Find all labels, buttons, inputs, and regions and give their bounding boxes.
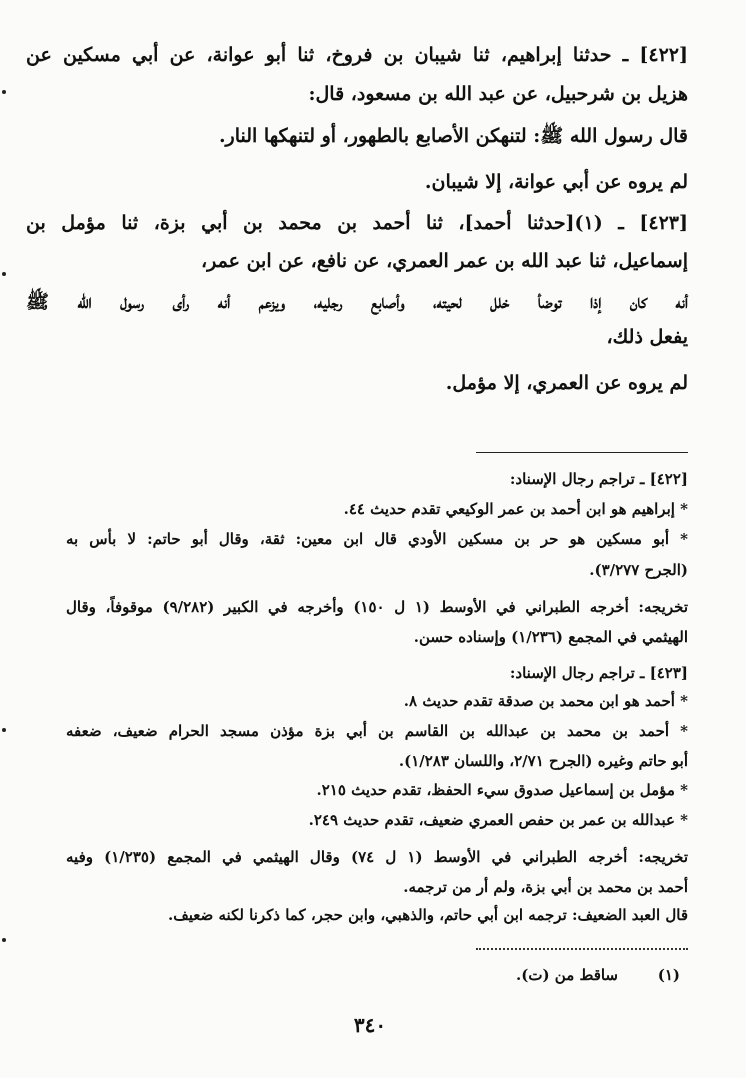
footnote-number: (١) bbox=[657, 966, 680, 984]
scan-mark bbox=[2, 90, 6, 94]
notes-423-takhrij-a: تخريجه: أخرجه الطبراني في الأوسط (١ ل ٧٤) وقال الهيثمي في المجمع (١/٢٣٥) وفيه bbox=[66, 848, 688, 866]
page-number: ٣٤٠ bbox=[353, 1013, 387, 1037]
hadith-422-matn: قال رسول الله ﷺ: لتنهكن الأصابع بالطهور، أو لتنهكها النار. bbox=[218, 125, 688, 147]
notes-422-heading: [٤٢٢] ـ تراجم رجال الإسناد: bbox=[509, 470, 688, 488]
notes-422-takhrij-a: تخريجه: أخرجه الطبراني في الأوسط (١ ل ١٥٠) وأخرجه في الكبير (٩/٢٨٢) موقوفاً، وقال bbox=[66, 598, 688, 616]
notes-422-item-2a: * أبو مسكين هو حر بن مسكين الأودي قال ابن معين: ثقة، وقال أبو حاتم: لا بأس به bbox=[66, 530, 688, 548]
notes-423-item-1: * أحمد هو ابن محمد بن صدقة تقدم حديث ٨. bbox=[403, 692, 688, 710]
hadith-422-line-1: [٤٢٢] ـ حدثنا إبراهيم، ثنا شيبان بن فروخ، ثنا أبو عوانة، عن أبي مسكين عن bbox=[26, 44, 688, 66]
notes-422-item-2b: (الجرح ٣/٢٧٧). bbox=[589, 561, 688, 579]
notes-422-takhrij-b: الهيثمي في المجمع (١/٢٣٦) وإسناده حسن. bbox=[413, 628, 688, 646]
hadith-422-line-2: هزيل بن شرحبيل، عن عبد الله بن مسعود، قال: bbox=[308, 83, 688, 105]
scan-mark bbox=[2, 728, 6, 732]
notes-422-item-1: * إبراهيم هو ابن أحمد بن عمر الوكيعي تقدم حديث ٤٤. bbox=[343, 500, 688, 518]
notes-423-item-3: * مؤمل بن إسماعيل صدوق سيء الحفظ، تقدم حديث ٢١٥. bbox=[316, 781, 688, 799]
footnote-text: ساقط من (ت). bbox=[516, 966, 618, 984]
scan-mark bbox=[2, 272, 6, 276]
scan-mark bbox=[2, 938, 6, 942]
hadith-423-matn-1: أنه كان إذا توضأ خلل لحيته، وأصابع رجليه، ويزعم أنه رأى رسول الله ﷺ bbox=[26, 291, 688, 313]
notes-423-item-4: * عبدالله بن عمر بن حفص العمري ضعيف، تقدم حديث ٢٤٩. bbox=[308, 811, 688, 829]
hadith-423-line-1: [٤٢٣] ـ (١)[حدثنا أحمد]، ثنا أحمد بن محمد بن أبي بزة، ثنا مؤمل بن bbox=[26, 212, 689, 234]
hadith-423-line-2: إسماعيل، ثنا عبد الله بن عمر العمري، عن نافع، عن ابن عمر، bbox=[201, 250, 688, 272]
notes-423-item-2a: * أحمد بن محمد بن عبدالله بن القاسم بن أبي بزة مؤذن مسجد الحرام ضعيف، ضعفه bbox=[66, 722, 688, 740]
hadith-422-remark: لم يروه عن أبي عوانة، إلا شيبان. bbox=[424, 171, 688, 193]
notes-423-item-2b: أبو حاتم وغيره (الجرح ٢/٧١، واللسان ١/٢٨٣). bbox=[398, 752, 688, 770]
hadith-423-matn-2: يفعل ذلك، bbox=[606, 326, 688, 348]
notes-423-heading: [٤٢٣] ـ تراجم رجال الإسناد: bbox=[509, 664, 688, 682]
notes-423-remark: قال العبد الضعيف: ترجمه ابن أبي حاتم، والذهبي، وابن حجر، كما ذكرنا لكنه ضعيف. bbox=[168, 906, 688, 924]
footnote-dotted-separator bbox=[476, 948, 688, 950]
footnote-separator bbox=[476, 452, 688, 453]
hadith-423-remark: لم يروه عن العمري، إلا مؤمل. bbox=[445, 372, 688, 394]
notes-423-takhrij-b: أحمد بن محمد بن أبي بزة، ولم أر من ترجمه. bbox=[403, 878, 688, 896]
